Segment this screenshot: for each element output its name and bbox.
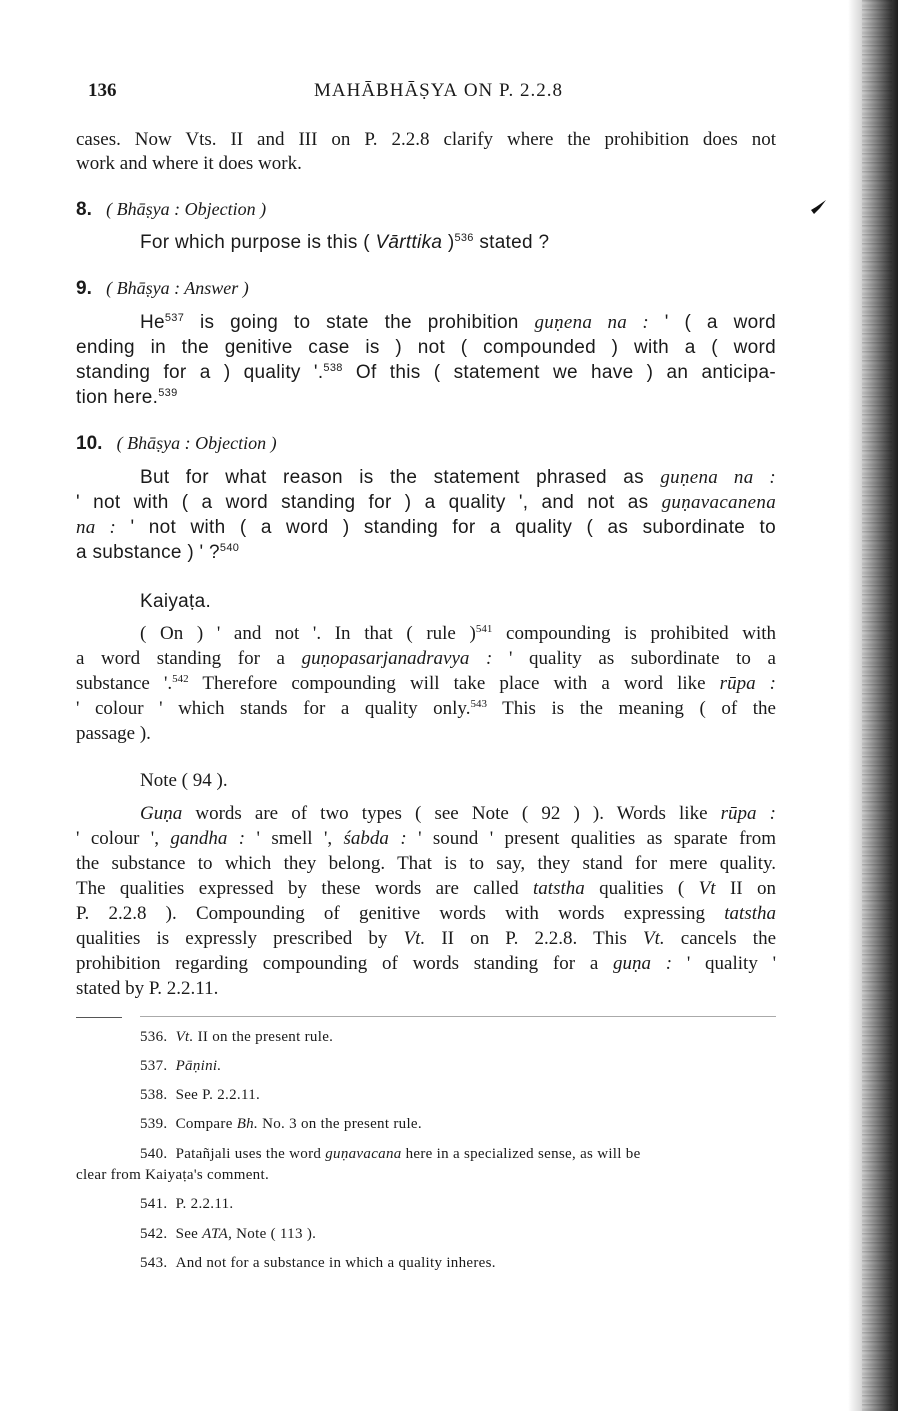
footnote-543: 543. And not for a substance in which a quality inheres.: [140, 1255, 496, 1271]
section-10-number: 10.: [76, 433, 103, 454]
note-line-8: stated by P. 2.2.11.: [76, 978, 219, 999]
kaiyata-line-2: a word standing for a guṇopasarjanadravya : ' quality as subordinate to a: [76, 648, 776, 669]
page-number: 136: [88, 80, 117, 101]
footnote-536: 536. Vt. II on the present rule.: [140, 1029, 334, 1045]
section-10-label: ( Bhāṣya : Objection ): [116, 433, 277, 453]
running-head: [314, 80, 563, 102]
running-head-ref: P. 2.2.8: [499, 80, 563, 101]
section-9-number: 9.: [76, 278, 92, 299]
section-9-line-1: He$^{537}$ is going to state the prohibition guṇena na : ' ( a word: [140, 312, 776, 333]
section-10-line-1: But for what reason is the statement phrased as guṇena na :: [140, 467, 777, 488]
section-10-line-4: a substance ) ' ?$^{540}$: [76, 542, 240, 563]
intro-line-2: work and where it does work.: [76, 153, 302, 174]
kaiyata-line-3: substance '.$^{542}$ Therefore compounding will take place with a word like rūpa :: [76, 673, 776, 694]
footnote-separator: [76, 1017, 122, 1018]
section-10-line-2: ' not with ( a word standing for ) a quality ', and not as guṇavacanena: [76, 492, 776, 513]
section-9-label: ( Bhāṣya : Answer ): [106, 278, 249, 298]
section-9-line-2: ending in the genitive case is ) not ( compounded ) with a ( word: [76, 337, 776, 358]
note-line-5: P. 2.2.8 ). Compounding of genitive words with words expressing tatstha: [76, 903, 776, 924]
kaiyata-heading: Kaiyaṭa.: [140, 591, 212, 612]
section-10-line-3: na : ' not with ( a word ) standing for a quality ( as subordinate to: [76, 517, 776, 538]
section-8-number: 8.: [76, 199, 92, 220]
note-line-7: prohibition regarding compounding of words standing for a guṇa : ' quality ': [76, 953, 777, 974]
kaiyata-line-1: ( On ) ' and not '. In that ( rule )$^{541}$ compounding is prohibited with: [140, 623, 776, 644]
note-line-3: the substance to which they belong. That is to say, they stand for mere quality.: [76, 853, 776, 874]
note-line-2: ' colour ', gandha : ' smell ', śabda : ' sound ' present qualities as sparate from: [76, 828, 777, 849]
kaiyata-line-4: ' colour ' which stands for a quality only.$^{543}$ This is the meaning ( of the: [76, 698, 776, 719]
section-9-heading: [76, 279, 249, 298]
scan-edge-noise: [862, 0, 892, 1411]
footnote-539: 539. Compare Bh. No. 3 on the present rule.: [140, 1116, 422, 1132]
note-line-4: The qualities expressed by these words are called tatstha qualities ( Vt II on: [76, 878, 776, 899]
intro-line-1: cases. Now Vts. II and III on P. 2.2.8 clarify where the prohibition does not: [76, 129, 776, 150]
footnote-540-line-2: clear from Kaiyaṭa's comment.: [76, 1167, 269, 1183]
footnote-540: 540. Patañjali uses the word guṇavacana here in a specialized sense, as will be: [140, 1146, 641, 1162]
footnote-rule-faint: [140, 1016, 776, 1017]
section-8-heading: [76, 200, 266, 219]
section-8-line-1: For which purpose is this ( Vārttika )$^{536}$ stated ?: [140, 232, 550, 253]
margin-check-mark-icon: [808, 196, 830, 218]
note-line-1: Guṇa words are of two types ( see Note ( 92 ) ). Words like rūpa :: [140, 803, 776, 824]
note-heading: Note ( 94 ).: [140, 770, 228, 791]
running-head-on: ON: [463, 80, 494, 101]
section-9-line-3: standing for a ) quality '.$^{538}$ Of this ( statement we have ) an anticipa-: [76, 362, 776, 383]
running-head-title: MAHĀBHĀṢYA: [314, 80, 459, 101]
footnote-541: 541. P. 2.2.11.: [140, 1196, 234, 1212]
footnote-537: 537. Pāṇini.: [140, 1058, 222, 1074]
section-9-line-4: tion here.$^{539}$: [76, 387, 178, 408]
footnote-542: 542. See ATA, Note ( 113 ).: [140, 1226, 317, 1242]
kaiyata-line-5: passage ).: [76, 723, 151, 744]
note-line-6: qualities is expressly prescribed by Vt. II on P. 2.2.8. This Vt. cancels the: [76, 928, 777, 949]
section-10-heading: [76, 434, 277, 453]
footnote-538: 538. See P. 2.2.11.: [140, 1087, 261, 1103]
section-8-label: ( Bhāṣya : Objection ): [106, 199, 267, 219]
